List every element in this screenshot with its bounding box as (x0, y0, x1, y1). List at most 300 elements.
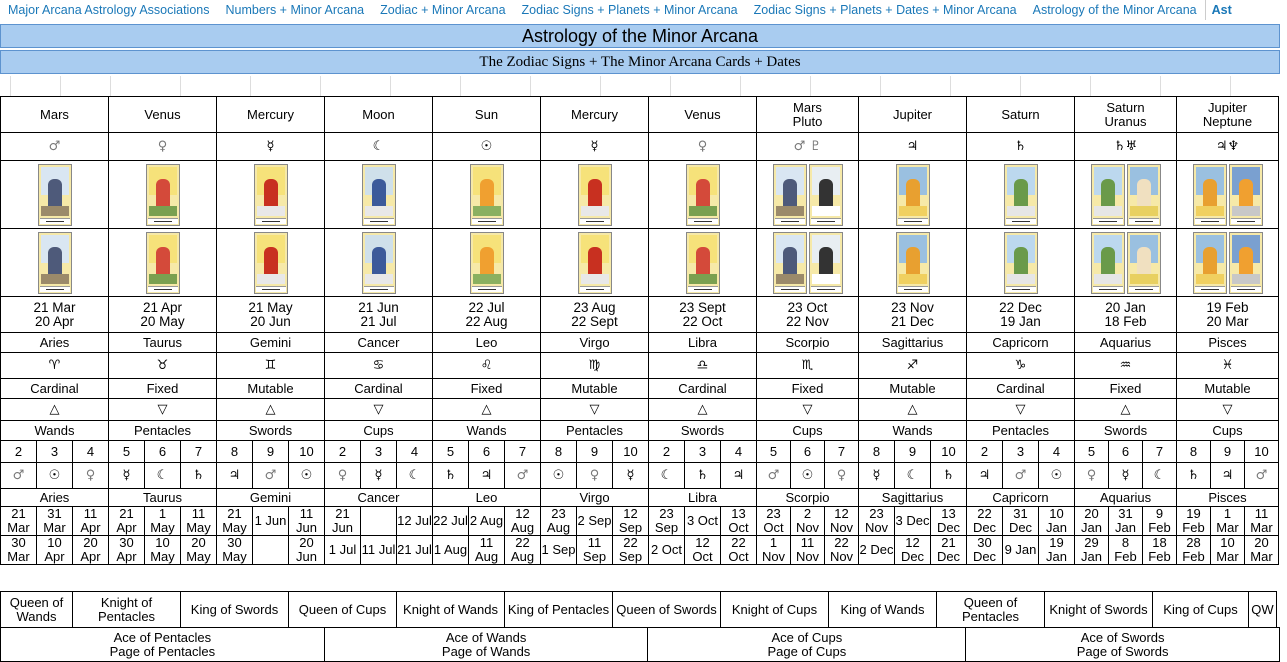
page-label: Page of Wands (441, 643, 531, 659)
planet-cell (1075, 97, 1177, 133)
decan-planet-icon: ♂ (505, 463, 541, 489)
decan-number: 6 (469, 441, 505, 463)
decan-number: 8 (859, 441, 895, 463)
end-date: 19 Jan (1000, 313, 1041, 329)
suit-label: Cups (325, 421, 433, 441)
decan-end-date: 11 Sep (577, 536, 613, 565)
suit-label: Wands (859, 421, 967, 441)
decan-number: 10 (613, 441, 649, 463)
decan-planet-icon: ☉ (1039, 463, 1075, 489)
decan-end-date: 22 Oct (721, 536, 757, 565)
decan-sign-name: Pisces (1177, 489, 1279, 507)
page-label: Page of Pentacles (109, 643, 216, 659)
suit-label: Wands (433, 421, 541, 441)
decan-planet-icon: ♃ (1211, 463, 1245, 489)
planet-glyph-icon: ♄♅ (1075, 133, 1177, 161)
decan-end-date: 11 Jul (361, 536, 397, 565)
start-date: 23 Oct (787, 299, 828, 315)
tarot-card-image (1127, 232, 1161, 294)
tarot-card-cell (541, 229, 649, 297)
decan-planet-icon: ☿ (859, 463, 895, 489)
date-range-cell (541, 297, 649, 333)
planet-name-secondary: Neptune (1202, 113, 1253, 129)
planet-name: Venus (684, 106, 721, 122)
tarot-card-image (1004, 232, 1038, 294)
end-date: 22 Oct (682, 313, 723, 329)
ace-label: Ace of Wands (445, 629, 527, 645)
decan-number: 6 (791, 441, 825, 463)
planet-name: Saturn (1001, 106, 1040, 122)
planet-glyph-icon: ☿ (217, 133, 325, 161)
tarot-card-image (1229, 232, 1263, 294)
element-triangle-icon: △ (649, 399, 757, 421)
decan-sign-name: Libra (649, 489, 757, 507)
decan-start-row (1, 507, 1279, 536)
decan-planet-icon: ☿ (613, 463, 649, 489)
zodiac-sign-icon: ♈ (1, 353, 109, 379)
tarot-card-image (578, 232, 612, 294)
date-range-cell (433, 297, 541, 333)
suit-label: Cups (757, 421, 859, 441)
tarot-card-cell (757, 161, 859, 229)
decan-glyph-row (1, 463, 1279, 489)
decan-end-date: 1 Sep (541, 536, 577, 565)
end-date: 22 Aug (465, 313, 508, 329)
tarot-card-image (146, 164, 180, 226)
planet-glyph-icon: ♀ (109, 133, 217, 161)
court-card-label: Queen of Cups (289, 592, 397, 628)
sign-name: Aries (1, 333, 109, 353)
tarot-card-image (1091, 164, 1125, 226)
ace-page-row (0, 627, 1280, 662)
modality-label: Cardinal (967, 379, 1075, 399)
court-card-label: King of Wands (829, 592, 937, 628)
modality-label: Fixed (109, 379, 217, 399)
planet-name: Sun (474, 106, 499, 122)
decan-number: 9 (253, 441, 289, 463)
decan-end-date: 22 Nov (825, 536, 859, 565)
planet-cell (649, 97, 757, 133)
decan-end-date (253, 536, 289, 565)
decan-start-date: 11 Jun (289, 507, 325, 536)
decan-number: 4 (397, 441, 433, 463)
decan-end-date: 20 Jun (289, 536, 325, 565)
decan-number: 10 (931, 441, 967, 463)
decan-end-date: 29 Jan (1075, 536, 1109, 565)
sign-name: Gemini (217, 333, 325, 353)
decan-planet-icon: ♃ (967, 463, 1003, 489)
modality-label: Mutable (859, 379, 967, 399)
tarot-card-image (362, 164, 396, 226)
page-title: Astrology of the Minor Arcana (0, 24, 1280, 48)
element-row (1, 399, 1279, 421)
start-date: 21 May (248, 299, 293, 315)
decan-start-date: 31 Jan (1109, 507, 1143, 536)
decan-planet-icon: ♀ (577, 463, 613, 489)
decan-number: 7 (1143, 441, 1177, 463)
tarot-card-image (773, 164, 807, 226)
decan-planet-icon: ♂ (253, 463, 289, 489)
element-triangle-icon: △ (1, 399, 109, 421)
decan-number: 5 (433, 441, 469, 463)
decan-sign-name: Gemini (217, 489, 325, 507)
date-range-cell (1075, 297, 1177, 333)
tarot-card-image (1193, 232, 1227, 294)
sheet-tab[interactable]: Zodiac Signs + Planets + Minor Arcana (521, 3, 738, 17)
element-triangle-icon: ▽ (967, 399, 1075, 421)
decan-start-date: 13 Oct (721, 507, 757, 536)
decan-sign-name: Cancer (325, 489, 433, 507)
decan-start-date: 1 May (145, 507, 181, 536)
decan-start-date: 13 Dec (931, 507, 967, 536)
planet-name: Mars (40, 106, 69, 122)
decan-number: 3 (1003, 441, 1039, 463)
modality-label: Cardinal (325, 379, 433, 399)
planet-glyph-icon: ☉ (433, 133, 541, 161)
decan-end-date: 19 Jan (1039, 536, 1075, 565)
decan-start-date: 12 Jul (397, 507, 433, 536)
page-label: Page of Cups (767, 643, 847, 659)
decan-start-date: 23 Oct (757, 507, 791, 536)
suit-label: Cups (1177, 421, 1279, 441)
decan-end-date: 20 Mar (1245, 536, 1279, 565)
tarot-card-cell (967, 161, 1075, 229)
planet-row (1, 97, 1279, 133)
tarot-card-cell (649, 229, 757, 297)
tarot-card-image (38, 164, 72, 226)
modality-label: Fixed (1075, 379, 1177, 399)
sign-glyph-row (1, 353, 1279, 379)
sign-name: Cancer (325, 333, 433, 353)
planet-cell (1177, 97, 1279, 133)
decan-start-date: 12 Aug (505, 507, 541, 536)
planet-cell (325, 97, 433, 133)
decan-end-date: 30 Apr (109, 536, 145, 565)
court-card-label: King of Cups (1153, 592, 1249, 628)
decan-planet-icon: ☾ (397, 463, 433, 489)
decan-number: 8 (1177, 441, 1211, 463)
decan-planet-icon: ♀ (325, 463, 361, 489)
decan-planet-icon: ☾ (649, 463, 685, 489)
element-triangle-icon: ▽ (541, 399, 649, 421)
start-date: 22 Dec (999, 299, 1042, 315)
decan-number: 3 (685, 441, 721, 463)
ace-page-cell (648, 628, 966, 662)
decan-start-date: 9 Feb (1143, 507, 1177, 536)
date-range-cell (325, 297, 433, 333)
decan-end-date: 11 Nov (791, 536, 825, 565)
element-triangle-icon: ▽ (325, 399, 433, 421)
modality-label: Fixed (433, 379, 541, 399)
sheet-tab[interactable]: Astrology of the Minor Arcana (1032, 3, 1197, 17)
tarot-card-cell (967, 229, 1075, 297)
decan-end-date: 28 Feb (1177, 536, 1211, 565)
decan-start-date: 2 Sep (577, 507, 613, 536)
decan-start-date: 19 Feb (1177, 507, 1211, 536)
decan-start-date: 12 Nov (825, 507, 859, 536)
planet-name: Venus (144, 106, 181, 122)
decan-start-date: 20 Jan (1075, 507, 1109, 536)
suit-label: Wands (1, 421, 109, 441)
zodiac-sign-icon: ♒ (1075, 353, 1177, 379)
decan-number: 7 (505, 441, 541, 463)
zodiac-sign-icon: ♑ (967, 353, 1075, 379)
decan-planet-icon: ♄ (181, 463, 217, 489)
tarot-card-cell (109, 229, 217, 297)
decan-planet-icon: ☾ (145, 463, 181, 489)
modality-label: Mutable (217, 379, 325, 399)
element-triangle-icon: ▽ (109, 399, 217, 421)
decan-end-date: 1 Aug (433, 536, 469, 565)
decan-planet-icon: ♃ (721, 463, 757, 489)
tarot-card-cell (1075, 161, 1177, 229)
sheet-tab[interactable]: Zodiac + Minor Arcana (380, 3, 506, 17)
planet-glyph-row (1, 133, 1279, 161)
tarot-card-image (686, 232, 720, 294)
decan-sign-name: Sagittarius (859, 489, 967, 507)
planet-cell (433, 97, 541, 133)
tarot-card-cell (217, 229, 325, 297)
planet-name: Mars (793, 99, 822, 115)
ace-page-cell (324, 628, 648, 662)
tarot-card-cell (859, 229, 967, 297)
tarot-card-image (146, 232, 180, 294)
decan-planet-icon: ♂ (757, 463, 791, 489)
decan-number: 4 (1039, 441, 1075, 463)
decan-number: 10 (289, 441, 325, 463)
modality-label: Fixed (757, 379, 859, 399)
planet-name-secondary: Uranus (1104, 113, 1147, 129)
court-card-label: Queen of Swords (613, 592, 721, 628)
tarot-card-cell (1177, 229, 1279, 297)
ace-label: Ace of Swords (1080, 629, 1165, 645)
tarot-card-cell (1177, 161, 1279, 229)
sheet-tab[interactable]: Ast (1205, 0, 1240, 20)
court-card-row (0, 591, 1277, 628)
decan-number: 5 (757, 441, 791, 463)
start-date: 23 Nov (891, 299, 934, 315)
decan-end-date: 1 Nov (757, 536, 791, 565)
decan-planet-icon: ♂ (1245, 463, 1279, 489)
court-card-cells (1, 592, 1277, 628)
decan-end-date: 12 Oct (685, 536, 721, 565)
sign-name: Libra (649, 333, 757, 353)
sign-name: Taurus (109, 333, 217, 353)
decan-end-date: 20 Apr (73, 536, 109, 565)
decan-planet-icon: ☿ (1109, 463, 1143, 489)
tarot-card-image (254, 232, 288, 294)
zodiac-sign-icon: ♍ (541, 353, 649, 379)
court-card-label: King of Pentacles (505, 592, 613, 628)
date-range-cell (757, 297, 859, 333)
tarot-card-image (1193, 164, 1227, 226)
tarot-card-image (254, 164, 288, 226)
court-card-label: Queen of Pentacles (937, 592, 1045, 628)
decan-start-date: 21 Mar (1, 507, 37, 536)
decan-start-date: 23 Sep (649, 507, 685, 536)
zodiac-sign-icon: ♓ (1177, 353, 1279, 379)
decan-sign-row (1, 489, 1279, 507)
decan-number: 8 (217, 441, 253, 463)
zodiac-sign-icon: ♌ (433, 353, 541, 379)
decan-end-date: 30 Dec (967, 536, 1003, 565)
tarot-card-image (809, 164, 843, 226)
ace-page-cell (1, 628, 325, 662)
sign-name-row (1, 333, 1279, 353)
decan-number: 5 (1075, 441, 1109, 463)
decan-number: 2 (1, 441, 37, 463)
decan-planet-icon: ♄ (931, 463, 967, 489)
decan-end-date: 22 Sep (613, 536, 649, 565)
decan-start-date: 23 Nov (859, 507, 895, 536)
decan-start-date: 21 May (217, 507, 253, 536)
court-card-label: Knight of Swords (1045, 592, 1153, 628)
page-subtitle: The Zodiac Signs + The Minor Arcana Cards + Dates (0, 50, 1280, 74)
decan-sign-name: Aries (1, 489, 109, 507)
court-card-label: QW (1249, 592, 1277, 628)
decan-start-date (361, 507, 397, 536)
decan-end-date: 10 May (145, 536, 181, 565)
sign-name: Capricorn (967, 333, 1075, 353)
decan-sign-name: Taurus (109, 489, 217, 507)
planet-name: Moon (362, 106, 395, 122)
decan-start-date: 2 Aug (469, 507, 505, 536)
decan-end-date: 11 Aug (469, 536, 505, 565)
date-range-cell (217, 297, 325, 333)
planet-glyph-icon: ♃♆ (1177, 133, 1279, 161)
decan-planet-icon: ♂ (1003, 463, 1039, 489)
sheet-tab[interactable]: Zodiac Signs + Planets + Dates + Minor Arcana (753, 3, 1017, 17)
planet-cell (109, 97, 217, 133)
tarot-card-image (896, 232, 930, 294)
decan-number: 6 (145, 441, 181, 463)
decan-planet-icon: ♀ (73, 463, 109, 489)
decan-planet-icon: ☿ (109, 463, 145, 489)
decan-start-date: 10 Jan (1039, 507, 1075, 536)
ace-page-cell (966, 628, 1280, 662)
decan-planet-icon: ♄ (1177, 463, 1211, 489)
end-date: 20 Apr (34, 313, 75, 329)
decan-start-date: 1 Jun (253, 507, 289, 536)
decan-number: 7 (181, 441, 217, 463)
tarot-card-cell (433, 229, 541, 297)
date-range-cell (967, 297, 1075, 333)
date-range-cell (1177, 297, 1279, 333)
court-card-label: Knight of Cups (721, 592, 829, 628)
court-card-label: Knight of Wands (397, 592, 505, 628)
tarot-card-cell (757, 229, 859, 297)
decan-start-date: 12 Sep (613, 507, 649, 536)
sign-name: Pisces (1177, 333, 1279, 353)
decan-sign-name: Virgo (541, 489, 649, 507)
sheet-tab[interactable]: Major Arcana Astrology Associations (8, 3, 210, 17)
zodiac-table (0, 96, 1279, 565)
decan-number: 3 (37, 441, 73, 463)
suit-row (1, 421, 1279, 441)
tarot-card-cell (217, 161, 325, 229)
start-date: 21 Mar (33, 299, 76, 315)
tarot-card-image (773, 232, 807, 294)
decan-start-date: 21 Apr (109, 507, 145, 536)
decan-number: 6 (1109, 441, 1143, 463)
tarot-card-image (470, 164, 504, 226)
decan-number: 9 (1211, 441, 1245, 463)
ace-label: Ace of Cups (771, 629, 843, 645)
sign-name: Scorpio (757, 333, 859, 353)
sheet-tab[interactable]: Numbers + Minor Arcana (225, 3, 365, 17)
tarot-card-image (1004, 164, 1038, 226)
element-triangle-icon: △ (217, 399, 325, 421)
decan-end-date: 2 Dec (859, 536, 895, 565)
empty-grid-row (0, 76, 1280, 96)
decan-end-date: 1 Jul (325, 536, 361, 565)
decan-start-date: 31 Dec (1003, 507, 1039, 536)
decan-planet-icon: ♀ (1075, 463, 1109, 489)
mode-row (1, 379, 1279, 399)
element-triangle-icon: △ (859, 399, 967, 421)
page-label: Page of Swords (1076, 643, 1169, 659)
decan-planet-icon: ♄ (433, 463, 469, 489)
suit-label: Swords (1075, 421, 1177, 441)
planet-name: Saturn (1106, 99, 1145, 115)
decan-sign-name: Scorpio (757, 489, 859, 507)
decan-end-date: 22 Aug (505, 536, 541, 565)
planet-glyph-icon: ☾ (325, 133, 433, 161)
decan-planet-icon: ♄ (685, 463, 721, 489)
ace-page-cells (1, 628, 1280, 662)
decan-number: 2 (967, 441, 1003, 463)
decan-number: 3 (361, 441, 397, 463)
date-range-cell (1, 297, 109, 333)
tarot-card-cell (325, 229, 433, 297)
zodiac-sign-icon: ♉ (109, 353, 217, 379)
tarot-card-row (1, 161, 1279, 229)
end-date: 20 Mar (1206, 313, 1249, 329)
tarot-card-image (1091, 232, 1125, 294)
decan-end-date: 8 Feb (1109, 536, 1143, 565)
tarot-card-cell (325, 161, 433, 229)
tarot-card-cell (859, 161, 967, 229)
decan-number: 8 (541, 441, 577, 463)
tarot-card-row (1, 229, 1279, 297)
suit-label: Pentacles (109, 421, 217, 441)
planet-name: Mercury (247, 106, 294, 122)
start-date: 22 Jul (468, 299, 505, 315)
decan-number: 2 (325, 441, 361, 463)
planet-name: Mercury (571, 106, 618, 122)
suit-label: Pentacles (541, 421, 649, 441)
planet-name: Jupiter (1207, 99, 1248, 115)
decan-end-date: 12 Dec (895, 536, 931, 565)
sign-name: Leo (433, 333, 541, 353)
decan-planet-icon: ☉ (37, 463, 73, 489)
end-date: 22 Sept (571, 313, 618, 329)
court-card-label: Queen of Wands (1, 592, 73, 628)
decan-start-date: 1 Mar (1211, 507, 1245, 536)
sign-name: Sagittarius (859, 333, 967, 353)
suit-label: Swords (649, 421, 757, 441)
planet-cell (967, 97, 1075, 133)
decan-planet-icon: ♃ (217, 463, 253, 489)
decan-start-date: 3 Oct (685, 507, 721, 536)
end-date: 18 Feb (1104, 313, 1147, 329)
decan-end-date: 21 Dec (931, 536, 967, 565)
tarot-card-cell (1, 161, 109, 229)
decan-planet-icon: ♂ (1, 463, 37, 489)
date-range-cell (109, 297, 217, 333)
suit-label: Swords (217, 421, 325, 441)
tarot-card-image (686, 164, 720, 226)
